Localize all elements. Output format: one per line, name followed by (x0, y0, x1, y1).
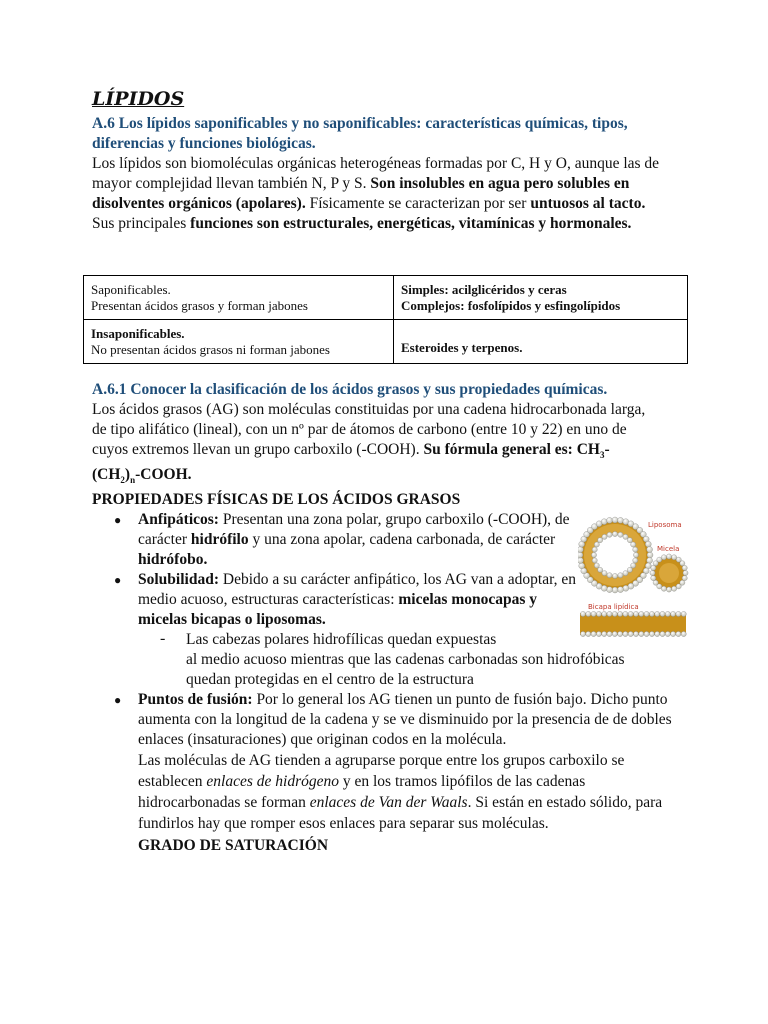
list-item-fusion (92, 690, 674, 750)
lipid-head (591, 631, 596, 636)
lipid-head (623, 571, 628, 576)
lipid-head (633, 611, 638, 616)
p1-bold: Son insolubles en agua pero solubles en disolventes orgánicos (apolares). (92, 175, 630, 212)
lipid-structures-figure (578, 515, 690, 643)
fusion-text: y en los tramos lipófilos de las cadenas hidrocarbonadas se forman (138, 773, 586, 812)
micelle-graphic (650, 554, 688, 592)
lipid-head (683, 570, 688, 575)
grado-heading (138, 836, 674, 856)
lipid-head (594, 563, 599, 568)
lipid-head (665, 631, 670, 636)
lipid-head (633, 552, 638, 557)
bullet-label: Solubilidad: (138, 571, 219, 589)
list-item-solubilidad (92, 570, 578, 630)
lipid-head (598, 538, 603, 543)
list-item-text (138, 570, 578, 630)
lipid-head (633, 547, 638, 552)
table-row (84, 276, 688, 320)
lipid-head (612, 587, 618, 593)
lipid-head (660, 631, 665, 636)
lipid-head (681, 631, 686, 636)
lipid-head (661, 586, 666, 591)
p1-text: Los lípidos son biomoléculas orgánicas heterogéneas formadas por C, H y O, aunque las de mayor complejidad llevan también N, P y S. (92, 155, 660, 192)
lipid-head (627, 538, 632, 543)
fusion-italic: enlaces de hidrógeno (206, 773, 339, 791)
lipid-head (682, 575, 687, 580)
sub-list-item (92, 630, 622, 650)
fusion-text: . Si están en estado sólido, para fundirlos hay que romper esos enlaces para separar sus moléculas. (138, 794, 663, 833)
lipid-head (612, 517, 618, 523)
lipid-head (607, 587, 613, 593)
lipid-head (623, 611, 628, 616)
section-a6 (92, 114, 692, 234)
bullet-icon: ● (114, 693, 122, 708)
lipid-head (580, 611, 585, 616)
lipid-head (671, 631, 676, 636)
sub-item-text: Las cabezas polares hidrofílicas quedan expuestas (186, 631, 497, 649)
lipid-head (644, 631, 649, 636)
lipid-head (665, 611, 670, 616)
lipid-head (601, 519, 607, 525)
section-a61-heading: A.6.1 Conocer la clasificación de los ácidos grasos y sus propiedades químicas. (92, 381, 608, 398)
lipid-head (578, 552, 583, 558)
intro-text: Los ácidos grasos (AG) son moléculas constituidas por una cadena hidrocarbonada larga, de tipo alifático (lineal), con un nº par de átomos de carbono (entre 10 y 22) en uno de cuyos extremos llevan un grupo carboxilo (-COOH). (92, 401, 646, 458)
lipid-head (657, 557, 662, 562)
lipid-head (631, 542, 636, 547)
bullet-bold: hidrófilo (190, 531, 249, 549)
lipid-head (647, 557, 653, 563)
label-bicapa: Bicapa lipídica (588, 603, 639, 611)
cell-title: Insaponificables. (91, 326, 185, 341)
sub-item-text: al medio acuoso mientras que las cadenas carbonadas son hidrofóbicas quedan protegidas en el centro de la estructura (186, 651, 625, 689)
table-cell (394, 276, 688, 320)
lipid-head (671, 586, 676, 591)
lipid-head (681, 611, 686, 616)
bullet-text: Presentan una zona polar, grupo carboxilo (-COOH), de carácter (138, 511, 570, 549)
lipid-head (617, 587, 623, 593)
table-row (84, 320, 688, 364)
formula-sub: 2 (120, 475, 125, 486)
lipid-head (612, 611, 617, 616)
cell-desc: No presentan ácidos grasos ni forman jabones (91, 342, 330, 357)
label-micela: Micela (657, 545, 680, 553)
lipid-head (633, 558, 638, 563)
table-cell (394, 320, 688, 364)
lipid-head (653, 580, 658, 585)
grado-heading-text: GRADO DE SATURACIÓN (138, 837, 329, 855)
lipid-head (607, 532, 612, 537)
cell-desc: Presentan ácidos grasos y forman jabones (91, 298, 308, 313)
formula-sub: 3 (599, 450, 605, 461)
lipid-head (591, 611, 596, 616)
bullet-bold: micelas monocapas y micelas bicapas o liposomas. (138, 591, 538, 629)
lipid-head (602, 534, 607, 539)
lipid-head (580, 631, 585, 636)
list-item-text (138, 690, 674, 750)
lipid-head (592, 547, 597, 552)
lipid-head (676, 611, 681, 616)
lipid-head (602, 611, 607, 616)
table-cell (84, 320, 394, 364)
fusion-italic: enlaces de Van der Waals (309, 794, 468, 812)
lipid-head (627, 567, 632, 572)
lipid-head (618, 631, 623, 636)
lipid-head (596, 611, 601, 616)
lipid-head (586, 611, 591, 616)
lipid-head (647, 552, 653, 558)
cell-title: Saponificables. (91, 282, 171, 297)
lipid-head (579, 563, 585, 569)
lipid-head (623, 631, 628, 636)
bilayer-graphic (580, 611, 686, 636)
p3-bold: funciones son estructurales, energéticas, vitamínicas y hormonales. (190, 215, 632, 232)
lipid-head (612, 531, 617, 536)
bullet-label: Anfipáticos: (138, 511, 219, 529)
lipid-head (639, 611, 644, 616)
formula-label: Su fórmula general es: CH (423, 441, 600, 458)
lipid-head (639, 631, 644, 636)
bullet-text: Debido a su carácter anfipático, los AG van a adoptar, en medio acuoso, estructuras características: (138, 571, 577, 609)
lipid-head (618, 573, 623, 578)
dash-icon: - (160, 630, 166, 648)
label-liposoma: Liposoma (648, 521, 682, 529)
lipid-head (633, 631, 638, 636)
lipid-head (602, 631, 607, 636)
lipid-head (651, 575, 656, 580)
lipid-head (623, 534, 628, 539)
bullet-bold: hidrófobo. (138, 551, 208, 569)
lipid-head (617, 517, 623, 523)
lipid-head (607, 611, 612, 616)
lipid-head (623, 585, 629, 591)
lipid-head (676, 631, 681, 636)
lipid-head (586, 631, 591, 636)
lipid-head (602, 571, 607, 576)
bullet-text: y una zona apolar, cadena carbonada, de carácter (252, 531, 556, 549)
lipid-head (661, 555, 666, 560)
lipid-head (607, 631, 612, 636)
p2-text: Físicamente se caracterizan por ser (309, 195, 527, 212)
table-cell (84, 276, 394, 320)
fusion-text: Las moléculas de AG tienden a agruparse porque entre los grupos carboxilo se establecen (138, 752, 625, 791)
lipid-head (647, 547, 653, 553)
bullet-icon: ● (114, 513, 122, 528)
lipid-head (594, 542, 599, 547)
bullet-icon: ● (114, 573, 122, 588)
formula-end: -COOH. (135, 466, 192, 484)
list-item-anfipaticos (92, 510, 578, 570)
formula-sub: n (130, 475, 136, 486)
lipid-head (618, 611, 623, 616)
formula-paren: ) (124, 466, 131, 484)
lipid-head (628, 611, 633, 616)
lipid-classification-table (83, 275, 688, 364)
lipid-head (655, 611, 660, 616)
lipid-head (596, 631, 601, 636)
sub-list-item-continued (92, 650, 626, 690)
lipid-head (660, 611, 665, 616)
lipid-head (649, 631, 654, 636)
lipid-head (578, 557, 583, 563)
lipid-head (682, 565, 687, 570)
lipid-head (612, 573, 617, 578)
cell-line: Complejos: fosfolípidos y esfingolípidos (401, 298, 621, 313)
lipid-head (651, 565, 656, 570)
lipid-head (649, 611, 654, 616)
cell-line: Esteroides y terpenos. (401, 340, 523, 355)
list-item-text (138, 510, 578, 570)
lipid-structures-illustration (578, 515, 690, 643)
lipid-head (666, 587, 671, 592)
lipid-head (680, 561, 685, 566)
lipid-head (631, 563, 636, 568)
lipid-head (598, 567, 603, 572)
fusion-paragraph-2 (92, 750, 674, 856)
lipid-head (666, 554, 671, 559)
lipid-head (671, 611, 676, 616)
p2-bold: untuosos al tacto. (530, 195, 646, 212)
lipid-head (671, 555, 676, 560)
liposome-graphic (578, 517, 653, 593)
lipid-head (607, 573, 612, 578)
section-a6-paragraph (92, 154, 662, 234)
lipid-head (578, 547, 583, 553)
lipid-head (612, 631, 617, 636)
fusion-p2 (138, 750, 674, 834)
bullet-label: Puntos de fusión: (138, 691, 253, 709)
properties-heading-text: PROPIEDADES FÍSICAS DE LOS ÁCIDOS GRASOS (92, 491, 461, 509)
lipid-head (644, 611, 649, 616)
lipid-head (650, 570, 655, 575)
p3-text: Sus principales (92, 215, 187, 232)
bullet-text: Por lo general los AG tienen un punto de fusión bajo. Dicho punto aumenta con la longitud de la cadena y se ve disminuido por la presencia de de dobles enlaces (insaturaciones) que originan codos en la molécula. (138, 691, 672, 749)
section-a6-heading: A.6 Los lípidos saponificables y no saponificables: características químicas, tipos, diferencias y funciones biológicas. (92, 115, 628, 152)
lipid-head (676, 584, 681, 589)
page-title: LÍPIDOS (92, 88, 185, 110)
lipid-head (645, 541, 651, 547)
cell-line: Simples: acilglicéridos y ceras (401, 282, 567, 297)
formula-mid: -(CH (92, 441, 610, 484)
lipid-head (655, 631, 660, 636)
lipid-head (592, 558, 597, 563)
lipid-head (628, 631, 633, 636)
lipid-head (591, 552, 596, 557)
properties-heading (92, 490, 692, 510)
lipid-head (618, 532, 623, 537)
section-a61-intro (92, 400, 652, 490)
lipid-head (607, 517, 613, 523)
